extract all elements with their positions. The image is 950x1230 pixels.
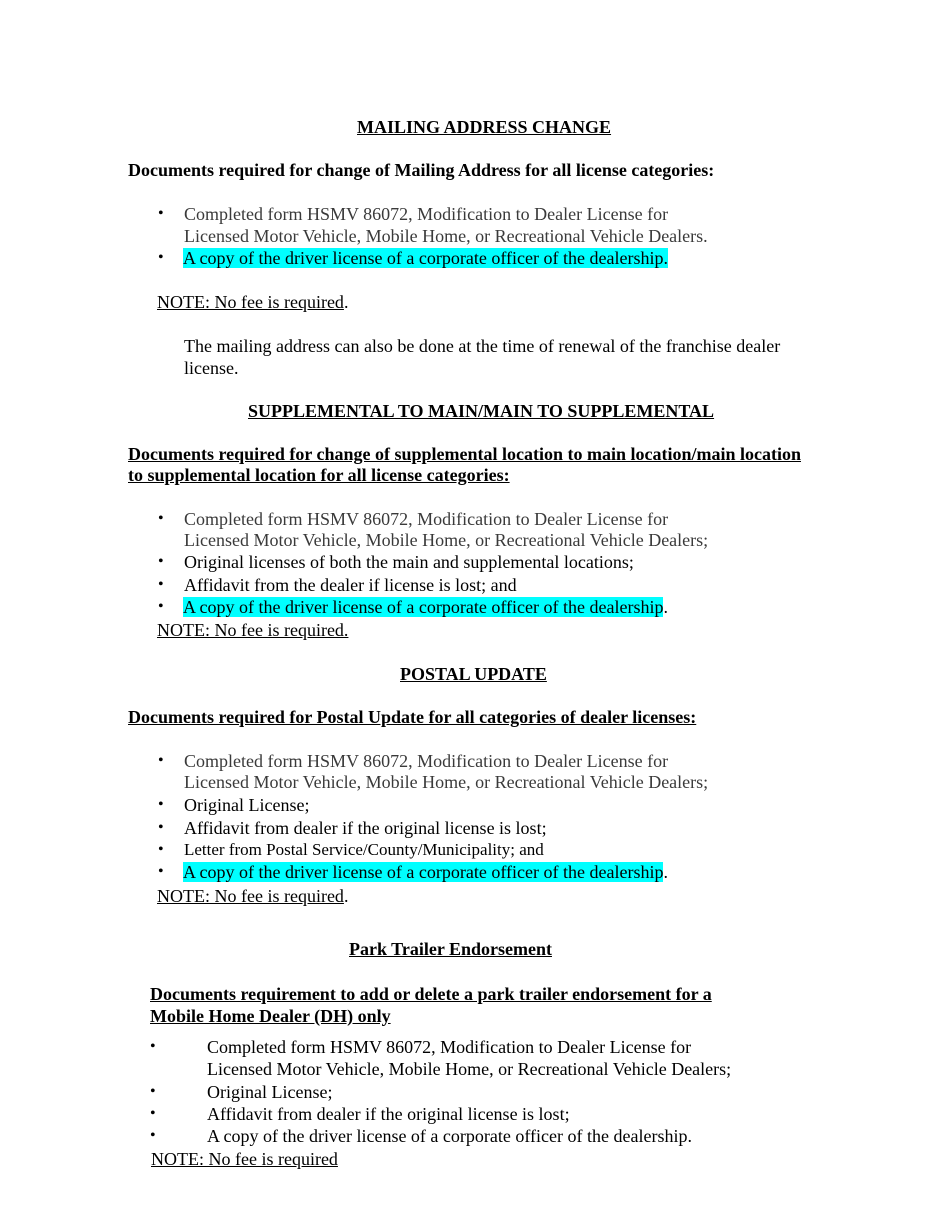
mailing-intro: Documents required for change of Mailing Address for all license categories: xyxy=(128,160,715,180)
postal-intro: Documents required for Postal Update for all categories of dealer licenses: xyxy=(128,707,697,727)
bullet-icon: • xyxy=(150,1038,156,1055)
supplemental-intro-line1: Documents required for change of supplemental location to main location/main location xyxy=(128,444,801,464)
park-item-4: A copy of the driver license of a corporate officer of the dealership. xyxy=(207,1126,692,1146)
bullet-icon: • xyxy=(158,576,164,593)
section-title-postal: POSTAL UPDATE xyxy=(400,664,547,684)
park-intro-line1: Documents requirement to add or delete a park trailer endorsement for a xyxy=(150,984,712,1004)
bullet-icon: • xyxy=(158,249,164,266)
bullet-icon: • xyxy=(158,553,164,570)
park-item-1-line1: Completed form HSMV 86072, Modification to Dealer License for xyxy=(207,1037,692,1057)
note-period: . xyxy=(343,292,349,312)
bullet-icon: • xyxy=(158,819,164,836)
postal-item-1-line2: Licensed Motor Vehicle, Mobile Home, or Recreational Vehicle Dealers; xyxy=(184,772,709,792)
postal-item-1-line1: Completed form HSMV 86072, Modification to Dealer License for xyxy=(184,751,669,771)
supplemental-item-4 xyxy=(183,596,668,618)
postal-item-2: Original License; xyxy=(184,795,310,815)
supplemental-intro-line2: to supplemental location for all license categories: xyxy=(128,465,510,485)
mailing-item-1-line2: Licensed Motor Vehicle, Mobile Home, or Recreational Vehicle Dealers. xyxy=(184,226,708,246)
park-item-2: Original License; xyxy=(207,1082,333,1102)
mailing-note xyxy=(157,291,348,313)
item-period: . xyxy=(663,597,668,617)
mailing-paragraph-line1: The mailing address can also be done at the time of renewal of the franchise dealer xyxy=(184,336,781,356)
mailing-paragraph-line2: license. xyxy=(184,358,239,378)
supplemental-item-2: Original licenses of both the main and supplemental locations; xyxy=(184,552,634,572)
bullet-icon: • xyxy=(158,205,164,222)
highlighted-text: A copy of the driver license of a corporate officer of the dealership xyxy=(183,597,664,617)
section-title-mailing: MAILING ADDRESS CHANGE xyxy=(357,117,612,137)
bullet-icon: • xyxy=(158,841,164,858)
bullet-icon: • xyxy=(150,1105,156,1122)
park-note: NOTE: No fee is required xyxy=(151,1149,338,1169)
postal-note xyxy=(157,885,348,907)
section-title-supplemental: SUPPLEMENTAL TO MAIN/MAIN TO SUPPLEMENTAL xyxy=(248,401,715,421)
bullet-icon: • xyxy=(158,863,164,880)
bullet-icon: • xyxy=(158,752,164,769)
mailing-item-2 xyxy=(183,247,668,269)
park-intro-line2: Mobile Home Dealer (DH) only xyxy=(150,1006,391,1026)
supplemental-item-3: Affidavit from the dealer if license is lost; and xyxy=(184,575,517,595)
item-period: . xyxy=(663,862,668,882)
highlighted-text: A copy of the driver license of a corporate officer of the dealership. xyxy=(183,248,668,268)
bullet-icon: • xyxy=(158,796,164,813)
supplemental-item-1-line1: Completed form HSMV 86072, Modification to Dealer License for xyxy=(184,509,669,529)
park-item-3: Affidavit from dealer if the original license is lost; xyxy=(207,1104,570,1124)
mailing-item-1-line1: Completed form HSMV 86072, Modification to Dealer License for xyxy=(184,204,669,224)
supplemental-note: NOTE: No fee is required. xyxy=(157,620,349,640)
note-period: . xyxy=(343,886,349,906)
postal-item-3: Affidavit from dealer if the original license is lost; xyxy=(184,818,547,838)
section-title-park: Park Trailer Endorsement xyxy=(349,939,552,959)
bullet-icon: • xyxy=(158,598,164,615)
postal-item-4: Letter from Postal Service/County/Municipality; and xyxy=(184,840,544,859)
supplemental-item-1-line2: Licensed Motor Vehicle, Mobile Home, or Recreational Vehicle Dealers; xyxy=(184,530,709,550)
park-item-1-line2: Licensed Motor Vehicle, Mobile Home, or Recreational Vehicle Dealers; xyxy=(207,1059,732,1079)
postal-item-5 xyxy=(183,861,668,883)
bullet-icon: • xyxy=(150,1127,156,1144)
bullet-icon: • xyxy=(150,1083,156,1100)
bullet-icon: • xyxy=(158,510,164,527)
highlighted-text: A copy of the driver license of a corporate officer of the dealership xyxy=(183,862,664,882)
note-text: NOTE: No fee is required xyxy=(157,292,344,312)
note-text: NOTE: No fee is required xyxy=(157,886,344,906)
